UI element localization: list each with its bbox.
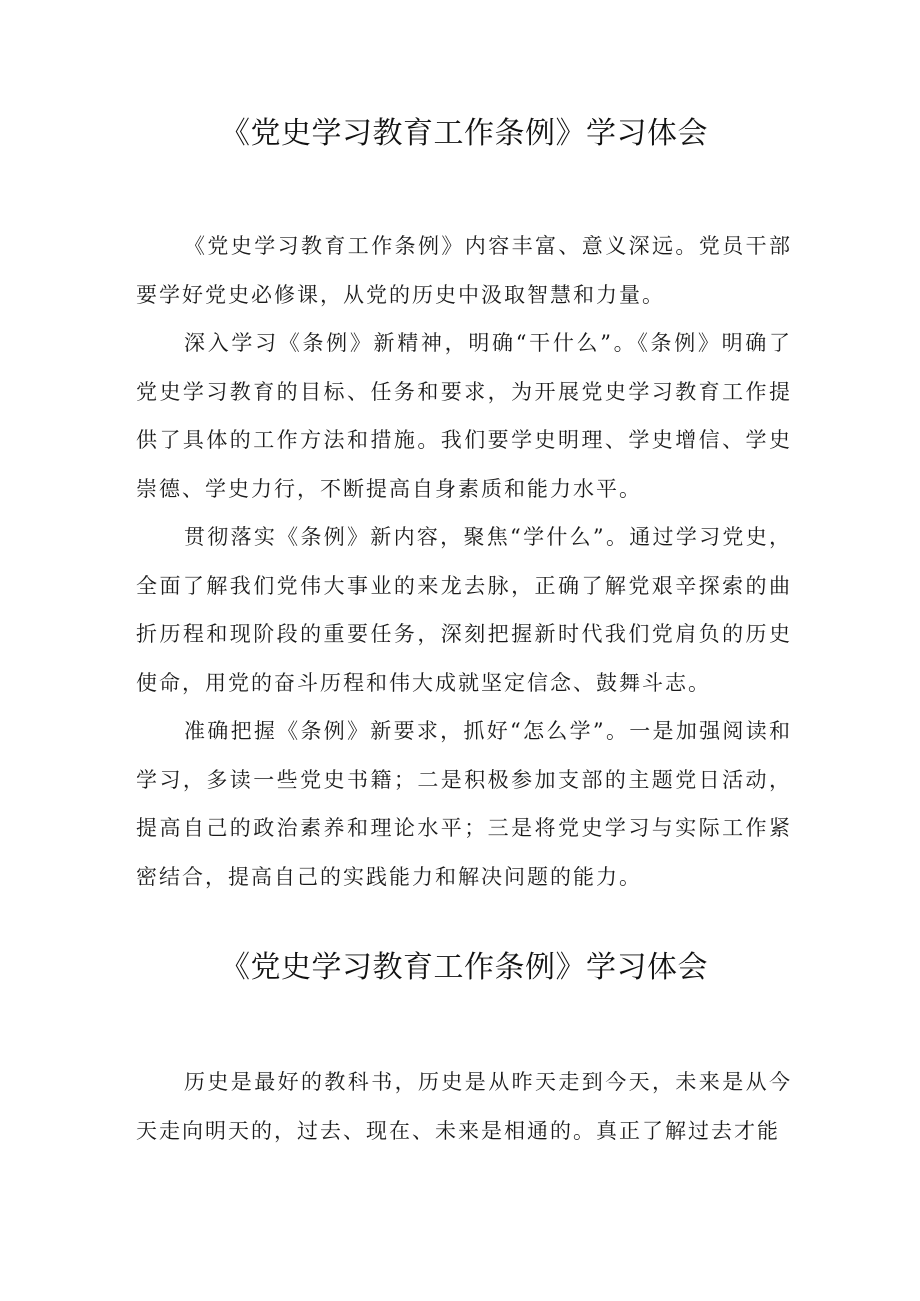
body-paragraph: 历史是最好的教科书，历史是从昨天走到今天，未来是从今天走向明天的，过去、现在、未来是相通的。真正了解过去才能 xyxy=(136,1070,792,1143)
article-section-1 xyxy=(136,104,792,901)
article-body xyxy=(136,222,792,901)
body-paragraph: 贯彻落实《条例》新内容，聚焦“学什么”。通过学习党史，全面了解我们党伟大事业的来龙去脉，正确了解党艰辛探索的曲折历程和现阶段的重要任务，深刻把握新时代我们党肩负的历史使命，用党的奋斗历程和伟大成就坚定信念、鼓舞斗志。 xyxy=(136,525,792,695)
article-body xyxy=(136,1058,792,1155)
article-section-2 xyxy=(136,938,792,1155)
article-title: 《党史学习教育工作条例》学习体会 xyxy=(220,116,708,151)
body-paragraph: 《党史学习教育工作条例》内容丰富、意义深远。党员干部要学好党史必修课，从党的历史中汲取智慧和力量。 xyxy=(136,234,792,307)
body-paragraph: 深入学习《条例》新精神，明确“干什么”。《条例》明确了党史学习教育的目标、任务和要求，为开展党史学习教育工作提供了具体的工作方法和措施。我们要学史明理、学史增信、学史崇德、学史力行，不断提高自身素质和能力水平。 xyxy=(136,331,792,501)
body-paragraph: 准确把握《条例》新要求，抓好“怎么学”。一是加强阅读和学习，多读一些党史书籍；二是积极参加支部的主题党日活动，提高自己的政治素养和理论水平；三是将党史学习与实际工作紧密结合，提高自己的实践能力和解决问题的能力。 xyxy=(136,719,792,889)
article-title: 《党史学习教育工作条例》学习体会 xyxy=(220,950,708,985)
